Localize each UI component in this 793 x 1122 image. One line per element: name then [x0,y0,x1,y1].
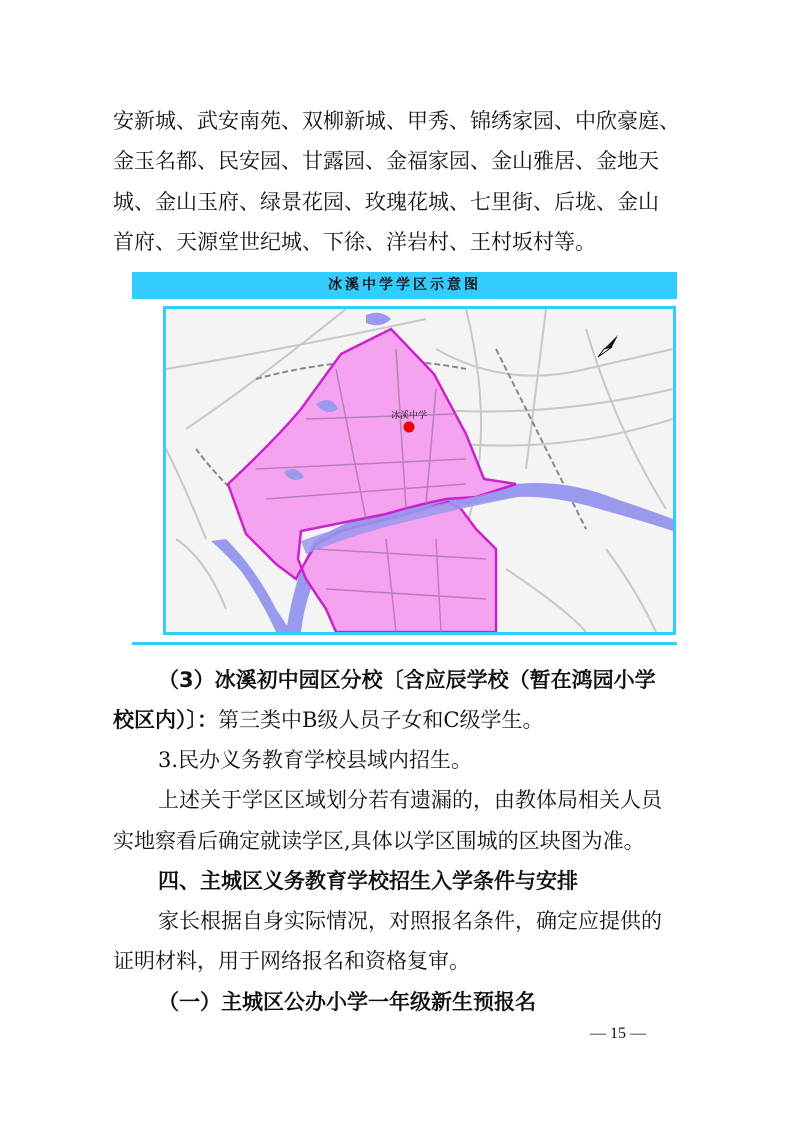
paragraph-line-3: 城、金山玉府、绿景花园、玫瑰花城、七里街、后垅、金山 [113,190,659,214]
school-district-map [163,306,676,635]
map-bottom-rule [132,642,677,645]
section4-text-line1: 家长根据自身实际情况，对照报名条件，确定应提供的 [158,909,662,933]
subsection1-heading: （一）主城区公办小学一年级新生预报名 [158,990,536,1014]
paragraph-line-4: 首府、天源堂世纪城、下徐、洋岩村、王村坂村等。 [113,230,596,254]
note-line-1: 上述关于学区区域划分若有遗漏的，由教体局相关人员 [158,788,662,812]
section4-heading: 四、主城区义务教育学校招生入学条件与安排 [158,869,578,893]
map-title: 冰溪中学学区示意图 [132,272,677,299]
note-line-2: 实地察看后确定就读学区,具体以学区围城的区块图为准。 [113,829,645,853]
page-number: — 15 — [590,1025,646,1042]
section3-text: 第三类中B级人员子女和C级学生。 [218,708,544,732]
section3-heading-line1: （3）冰溪初中园区分校〔含应辰学校（暂在鸿园小学 [158,668,656,692]
paragraph-line-2: 金玉名都、民安园、甘露园、金福家园、金山雅居、金地天 [113,149,659,173]
item3-text: 3.民办义务教育学校县域内招生。 [158,748,473,772]
section3-heading-tail: 校区内）〕： [113,708,218,732]
section3-heading-line2 [113,706,673,734]
school-marker [404,422,415,433]
map-image [166,309,673,632]
school-label: 冰溪中学 [391,411,428,421]
paragraph-line-1: 安新城、武安南苑、双柳新城、甲秀、锦绣家园、中欣豪庭、 [113,109,680,133]
section4-text-line2: 证明材料，用于网络报名和资格复审。 [113,949,470,973]
